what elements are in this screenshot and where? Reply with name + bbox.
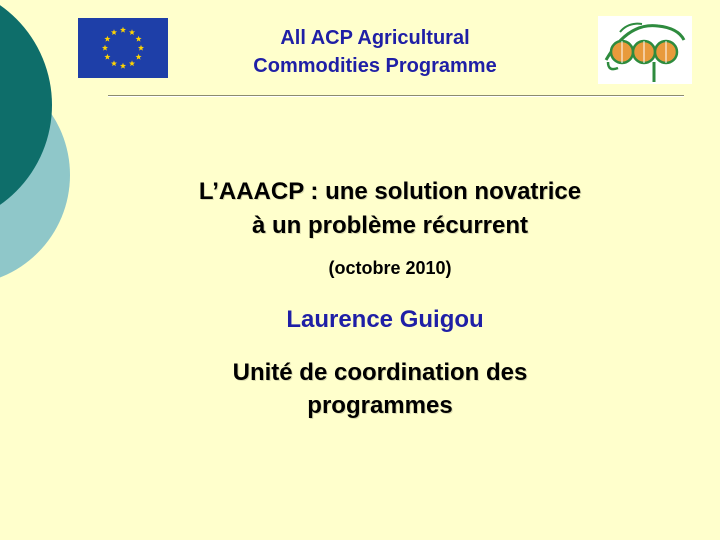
- programme-title: [200, 24, 550, 80]
- decorative-circles: [0, 0, 90, 300]
- slide-date: (octobre 2010): [328, 258, 452, 278]
- slide-title-line2: à un problème récurrent: [251, 212, 529, 239]
- slide-title: [100, 175, 680, 243]
- author-unit: [120, 356, 640, 422]
- author-unit-line2: programmes: [307, 392, 453, 419]
- eu-flag-icon: [78, 18, 168, 78]
- programme-title-line1: All ACP Agricultural: [280, 27, 470, 49]
- slide-title-line1: L’AAACP : une solution novatrice: [198, 178, 582, 205]
- author-name: Laurence Guigou: [286, 306, 484, 333]
- acp-logo-icon: [598, 16, 692, 84]
- author-unit-line1: Unité de coordination des: [232, 359, 528, 386]
- header-divider: [108, 95, 684, 97]
- programme-title-line2: Commodities Programme: [253, 55, 497, 77]
